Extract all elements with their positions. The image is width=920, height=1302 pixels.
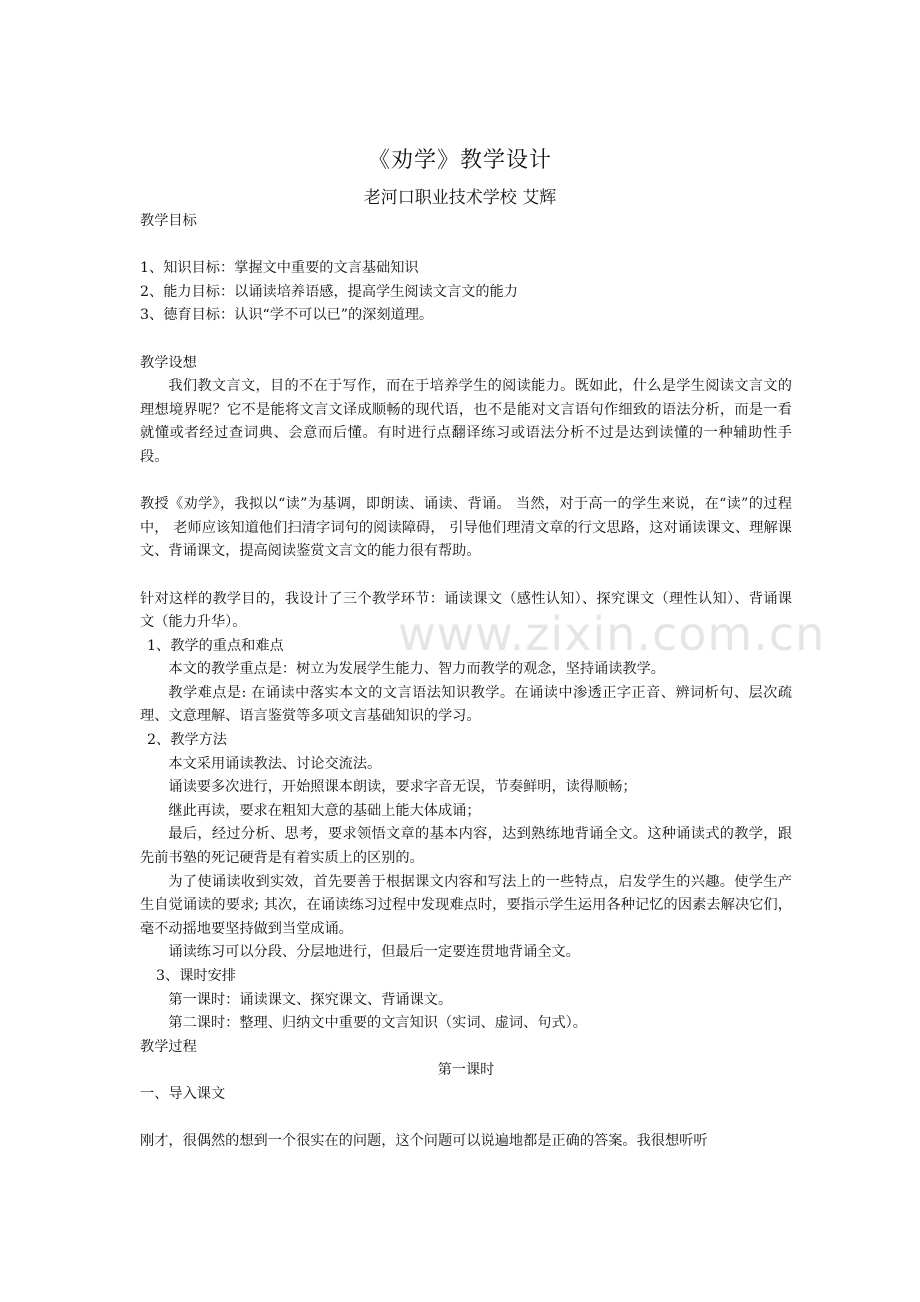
paragraph: 继此再读，要求在粗知大意的基础上能大体成诵； xyxy=(168,802,481,819)
paragraph: 最后，经过分析、思考，要求领悟文章的基本内容，达到熟练地背诵全文。这种诵读式的教学，跟先前书塾的死记硬背是有着实质上的区别的。 xyxy=(140,826,792,867)
spacer xyxy=(140,470,792,494)
heading-goals: 教学目标 xyxy=(140,213,197,229)
goal-item: 2、能力目标：以诵读培养语感，提高学生阅读文言文的能力 xyxy=(140,283,518,300)
section-heading: 2、教学方法 xyxy=(147,732,227,749)
goal-item: 1、知识目标：掌握文中重要的文言基础知识 xyxy=(140,260,419,277)
section-heading: 3、课时安排 xyxy=(156,968,236,984)
paragraph: 针对这样的教学目的，我设计了三个教学环节：诵读课文（感性认知）、探究课文（理性认知）、背诵课文（能力升华）。 xyxy=(140,590,792,631)
paragraph: 诵读练习可以分段、分层地进行，但最后一定要连贯地背诵全文。 xyxy=(168,944,580,961)
paragraph: 第一课时：诵读课文、探究课文、背诵课文。 xyxy=(168,991,453,1008)
paragraph: 本文采用诵读教法、讨论交流法。 xyxy=(168,755,382,772)
heading-ideas: 教学设想 xyxy=(140,354,197,371)
paragraph: 为了使诵读收到实效，首先要善于根据课文内容和写法上的一些特点，启发学生的兴趣。使学生产生自觉诵读的要求; 其次，在诵读练习过程中发现难点时，要指示学生运用各种记忆的因素去解决它们，毫不动摇地要坚持做到当堂成诵。 xyxy=(140,873,792,937)
lesson-heading: 第一课时 xyxy=(437,1062,495,1079)
step-heading: 一、导入课文 xyxy=(140,1085,226,1102)
document-body xyxy=(140,210,792,1154)
paragraph: 诵读要多次进行，开始照课本朗读，要求字音无误，节奏鲜明，读得顺畅； xyxy=(168,779,637,796)
spacer xyxy=(140,1107,792,1131)
paragraph: 本文的教学重点是：树立为发展学生能力、智力而教学的观念，坚持诵读教学。 xyxy=(168,661,665,678)
document-subtitle: 老河口职业技术学校 艾辉 xyxy=(363,188,557,208)
paragraph: 教学难点是: 在诵读中落实本文的文言语法知识教学。在诵读中渗透正字正音、辨词析句、层次疏理、文意理解、语言鉴赏等多项文言基础知识的学习。 xyxy=(140,684,792,725)
paragraph: 第二课时：整理、归纳文中重要的文言知识（实词、虚词、句式）。 xyxy=(168,1015,587,1032)
paragraph: 刚才，很偶然的想到一个很实在的问题，这个问题可以说遍地都是正确的答案。我很想听听 xyxy=(140,1133,708,1150)
goal-item: 3、德育目标：认识“学不可以已”的深刻道理。 xyxy=(140,307,434,324)
paragraph: 我们教文言文，目的不在于写作，而在于培养学生的阅读能力。既如此，什么是学生阅读文言文的理想境界呢？它不是能将文言文译成顺畅的现代语，也不是能对文言语句作细致的语法分析，而是一看就懂或者经过查词典、会意而后懂。有时进行点翻译练习或语法分析不过是达到读懂的一种辅助性手段。 xyxy=(140,378,792,465)
section-heading: 1、教学的重点和难点 xyxy=(147,637,284,654)
spacer xyxy=(140,564,792,588)
paragraph: 教授《劝学》，我拟以“读”为基调，即朗读、诵读、背诵。 当然，对于高一的学生来说，在“读”的过程中， 老师应该知道他们扫清字词句的阅读障碍， 引导他们理清文章的行文思路，这对诵读课文、理解课文、背诵课文，提高阅读鉴赏文言文的能力很有帮助。 xyxy=(140,496,792,560)
document-title: 《劝学》教学设计 xyxy=(367,148,552,173)
watermark: www.zixin.com.cn xyxy=(398,607,826,661)
heading-process: 教学过程 xyxy=(140,1038,197,1055)
spacer xyxy=(140,234,792,258)
spacer xyxy=(140,328,792,352)
